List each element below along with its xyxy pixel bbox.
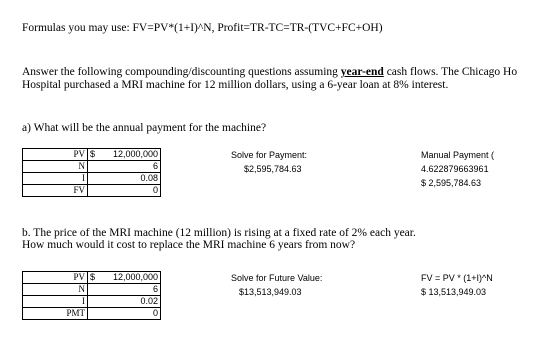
row-currency [88, 185, 105, 197]
row-label: PV [23, 149, 88, 161]
manual-fv-formula: FV = PV * (1+I)^N [421, 273, 493, 283]
row-label: N [23, 284, 88, 296]
solve-payment-value: $2,595,784.63 [244, 164, 302, 174]
row-value: 0 [104, 185, 161, 197]
table-row [23, 296, 161, 308]
table-row [23, 185, 161, 197]
table-row [23, 308, 161, 320]
row-label: FV [23, 185, 88, 197]
manual-payment-factor: 4.622879663961 [421, 164, 489, 174]
solve-fv-title: Solve for Future Value: [231, 273, 323, 283]
table-a [22, 148, 161, 197]
row-currency: $ [88, 149, 105, 161]
table-row [23, 284, 161, 296]
manual-payment-value: $ 2,595,784.63 [421, 178, 482, 188]
solve-payment-title: Solve for Payment: [231, 150, 308, 160]
row-label: I [23, 296, 88, 308]
row-value: 12,000,000 [104, 149, 161, 161]
row-label: I [23, 173, 88, 185]
row-label: PV [23, 272, 88, 284]
table-row [23, 161, 161, 173]
intro-line-2: Hospital purchased a MRI machine for 12 million dollars, using a 6-year loan at 8% interest. [22, 79, 449, 91]
intro-part1: Answer the following compounding/discounting questions assuming [22, 66, 341, 78]
row-value: 6 [104, 284, 161, 296]
intro-line-1 [22, 66, 517, 78]
row-value: 0 [104, 308, 161, 320]
question-a: a) What will be the annual payment for the machine? [22, 122, 267, 134]
row-currency [88, 308, 105, 320]
row-label: N [23, 161, 88, 173]
row-value: 0.08 [104, 173, 161, 185]
table-row [23, 149, 161, 161]
table-row [23, 173, 161, 185]
table-b [22, 271, 161, 320]
table-row [23, 272, 161, 284]
solve-fv-value: $13,513,949.03 [239, 287, 302, 297]
intro-part2: cash flows. The Chicago Ho [383, 66, 518, 78]
row-currency [88, 296, 105, 308]
row-currency [88, 161, 105, 173]
row-value: 6 [104, 161, 161, 173]
row-currency: $ [88, 272, 105, 284]
row-value: 0.02 [104, 296, 161, 308]
manual-fv-value: $ 13,513,949.03 [421, 287, 487, 297]
row-currency [88, 284, 105, 296]
row-value: 12,000,000 [104, 272, 161, 284]
row-currency [88, 173, 105, 185]
question-b-line-2: How much would it cost to replace the MRI machine 6 years from now? [22, 239, 356, 251]
intro-underlined: year-end [340, 66, 384, 78]
manual-payment-title: Manual Payment ( [421, 150, 495, 160]
question-b-line-1: b. The price of the MRI machine (12 million) is rising at a fixed rate of 2% each year. [22, 227, 416, 239]
row-label: PMT [23, 308, 88, 320]
formulas-line: Formulas you may use: FV=PV*(1+I)^N, Profit=TR-TC=TR-(TVC+FC+OH) [22, 22, 383, 34]
